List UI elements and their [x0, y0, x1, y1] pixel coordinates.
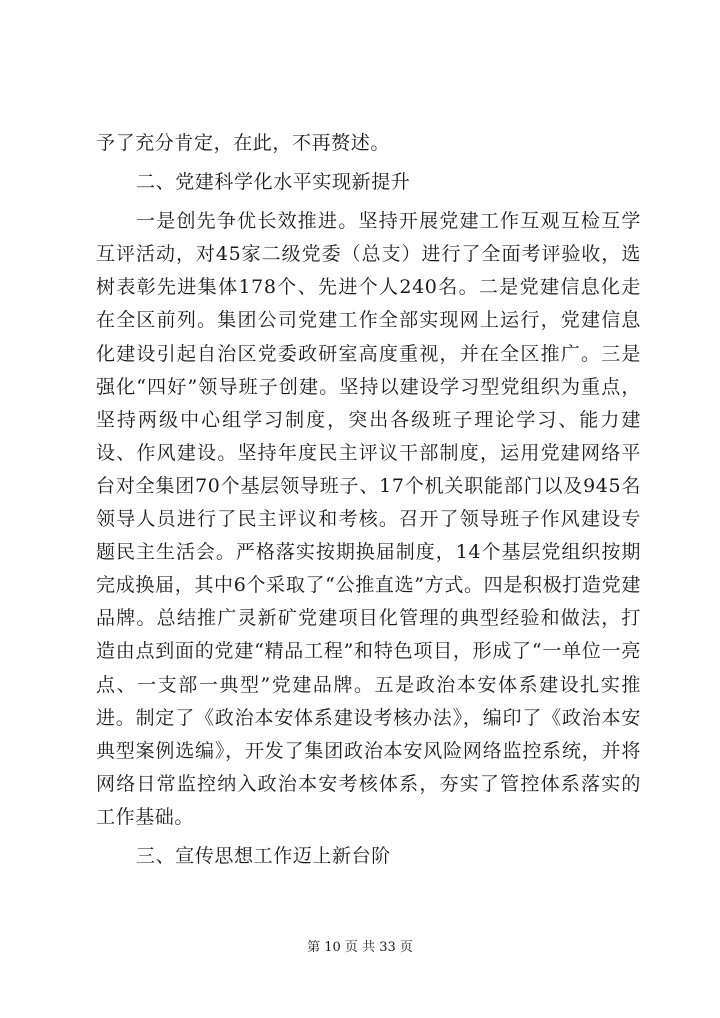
- section-heading-2: 二、党建科学化水平实现新提升: [136, 171, 411, 194]
- paragraph-main: 一是创先争优长效推进。坚持开展党建工作互观互检互学互评活动，对45家二级党委（总支）进行了全面考评验收，选树表彰先进集体178个、先进个人240名。二是党建信息化走在全区前列。集团公司党建工作全部实现网上运行，党建信息化建设引起自治区党委政研室高度重视，并在全区推广。三是强化“四好”领导班子创建。坚持以建设学习型党组织为重点，坚持两级中心组学习制度，突出各级班子理论学习、能力建设、作风建设。坚持年度民主评议干部制度，运用党建网络平台对全集团70个基层领导班子、17个机关职能部门以及945名领导人员进行了民主评议和考核。召开了领导班子作风建设专题民主生活会。严格落实按期换届制度，14个基层党组织按期完成换届，其中6个采取了“公推直选”方式。四是积极打造党建品牌。总结推广灵新矿党建项目化管理的典型经验和做法，打造由点到面的党建“精品工程”和特色项目，形成了“一单位一亮点、一支部一典型”党建品牌。五是政治本安体系建设扎实推进。制定了《政治本安体系建设考核办法》，编印了《政治本安典型案例选编》，开发了集团政治本安风险网络监控系统，并将网络日常监控纳入政治本安考核体系，夯实了管控体系落实的工作基础。: [96, 210, 641, 828]
- page-number-footer: 第 10 页 共 33 页: [307, 940, 413, 955]
- section-heading-3: 三、宣传思想工作迈上新台阶: [136, 844, 391, 867]
- document-body: [96, 127, 641, 873]
- paragraph-continuation: 予了充分肯定，在此，不再赘述。: [96, 132, 391, 154]
